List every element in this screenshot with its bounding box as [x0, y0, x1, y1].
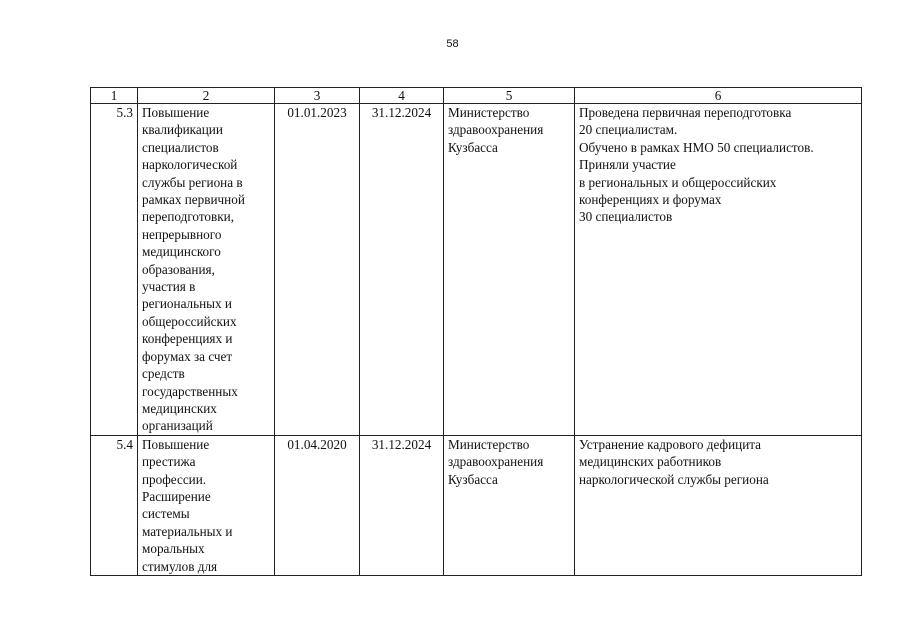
activity-cell [138, 435, 275, 575]
column-header: 1 [91, 88, 138, 104]
column-header: 2 [138, 88, 275, 104]
plan-table [90, 87, 862, 576]
row-number: 5.4 [91, 435, 138, 575]
executor-cell [444, 104, 575, 436]
column-header: 4 [360, 88, 444, 104]
result-text: Проведена первичная переподготовка 20 специалистам. Обучено в рамках НМО 50 специалистов. Приняли участие в региональных и общероссийских конференциях и форумах 30 специалистов [579, 105, 814, 225]
start-date-cell: 01.04.2020 [275, 435, 360, 575]
page-number: 58 [446, 38, 459, 50]
result-text: Устранение кадрового дефицита медицинских работников наркологической службы региона [579, 436, 769, 487]
table-row [91, 104, 862, 436]
result-cell [575, 104, 862, 436]
end-date-cell: 31.12.2024 [360, 435, 444, 575]
end-date-cell: 31.12.2024 [360, 104, 444, 436]
activity-cell [138, 104, 275, 436]
column-header: 3 [275, 88, 360, 104]
activity-text: Повышение престижа профессии. Расширение системы материальных и моральных стимулов для [142, 436, 233, 574]
executor-text: Министерство здравоохранения Кузбасса [448, 436, 544, 487]
activity-text: Повышение квалификации специалистов наркологической службы региона в рамках первичной переподготовки, непрерывного медицинского образования, участия в региональных и общероссийских конференциях и форумах за счет средств государственных медицинских организаций [142, 105, 245, 434]
result-cell [575, 435, 862, 575]
start-date-cell: 01.01.2023 [275, 104, 360, 436]
executor-text: Министерство здравоохранения Кузбасса [448, 105, 544, 155]
column-header: 6 [575, 88, 862, 104]
table-header-row [91, 88, 862, 104]
row-number: 5.3 [91, 104, 138, 436]
table-row [91, 435, 862, 575]
executor-cell [444, 435, 575, 575]
column-header: 5 [444, 88, 575, 104]
